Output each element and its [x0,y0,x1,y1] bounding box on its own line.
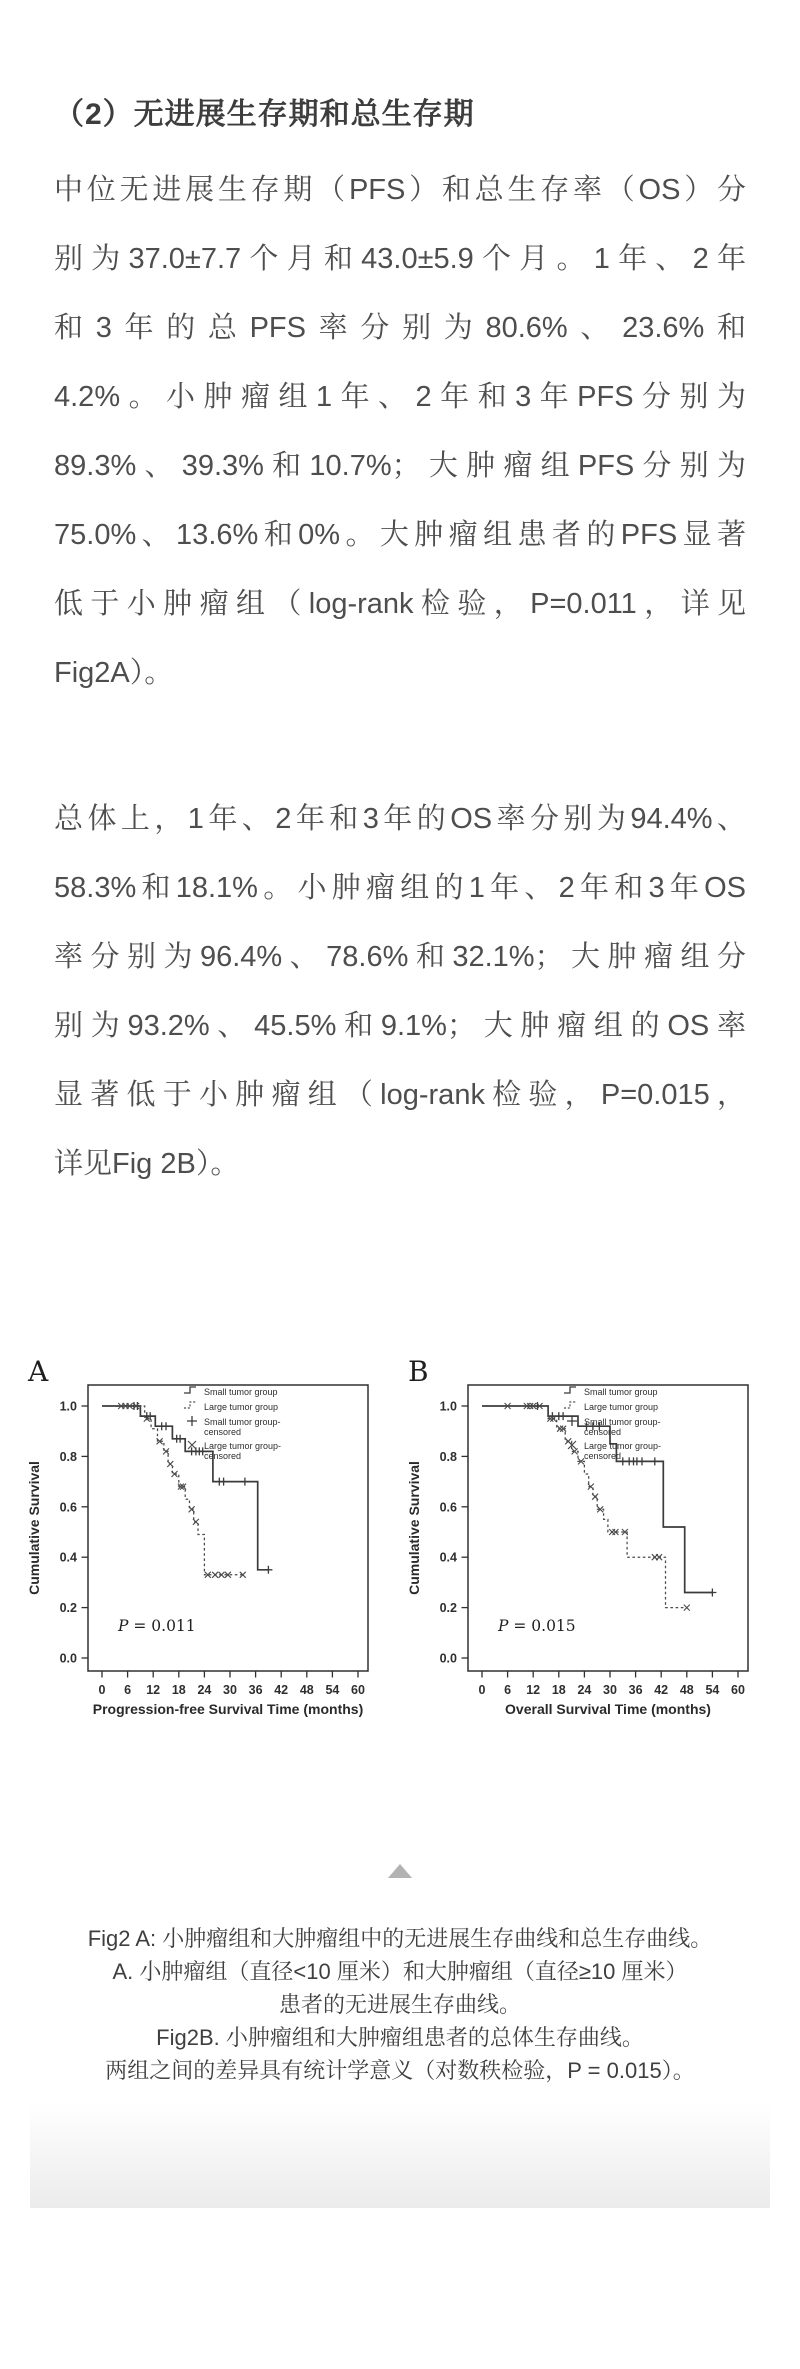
y-axis-title: Cumulative Survival [26,1461,42,1595]
legend-label: censored [204,1451,242,1461]
text-line: 显著低于小肿瘤组（log-rank检验，P=0.015， [54,1079,746,1111]
svg-text:0.2: 0.2 [59,1601,77,1616]
svg-text:60: 60 [351,1683,365,1697]
legend-label: Small tumor group- [584,1417,661,1427]
legend-label: Small tumor group [204,1387,278,1397]
legend-solid-step-icon [564,1387,576,1393]
text-line: 58.3%和18.1%。小肿瘤组的1年、2年和3年OS [54,872,746,904]
legend-label: censored [204,1427,242,1437]
svg-text:36: 36 [628,1683,643,1697]
paragraph-os [54,785,746,1199]
svg-text:48: 48 [679,1683,694,1697]
svg-text:42: 42 [654,1683,669,1697]
text-line: 率分别为96.4%、78.6%和32.1%；大肿瘤组分 [54,941,746,973]
text-line: 89.3%、39.3%和10.7%；大肿瘤组PFS分别为 [54,450,746,482]
text-line: 别为93.2%、45.5%和9.1%；大肿瘤组的OS率 [54,1010,746,1042]
text-line: Fig2A）。 [54,657,174,689]
caption-line: 两组之间的差异具有统计学意义（对数秩检验，P = 0.015）。 [105,2058,695,2083]
svg-text:12: 12 [526,1683,541,1697]
x-axis-title: Overall Survival Time (months) [505,1701,711,1717]
svg-text:0.6: 0.6 [439,1500,457,1515]
caption-line: A. 小肿瘤组（直径<10 厘米）和大肿瘤组（直径≥10 厘米） [112,1959,688,1984]
y-axis [60,1400,88,1666]
legend-label: Large tumor group- [204,1441,282,1451]
text-line: 4.2%。小肿瘤组1年、2年和3年PFS分别为 [54,381,746,413]
svg-text:0.2: 0.2 [439,1601,457,1616]
svg-text:24: 24 [197,1683,212,1697]
svg-text:0.4: 0.4 [439,1550,457,1565]
svg-text:12: 12 [146,1683,161,1697]
svg-text:1.0: 1.0 [59,1399,77,1414]
collapse-button[interactable] [387,1863,413,1878]
triangle-up-icon [388,1864,412,1878]
svg-text:18: 18 [551,1683,566,1697]
censored-marks-plus [130,1402,272,1574]
svg-text:42: 42 [274,1683,289,1697]
legend-label: censored [584,1451,622,1461]
text-line: 和3年的总PFS率分别为80.6%、23.6%和 [54,312,746,344]
svg-text:0: 0 [98,1683,106,1697]
text-line: 75.0%、13.6%和0%。大肿瘤组患者的PFS显著 [54,519,746,551]
svg-text:30: 30 [603,1683,617,1697]
svg-text:1.0: 1.0 [439,1399,457,1414]
next-section-shade [30,2103,770,2208]
legend-label: Large tumor group- [584,1441,662,1451]
paragraph-pfs [54,156,746,708]
svg-text:0.8: 0.8 [439,1449,457,1464]
text-line: 总体上，1年、2年和3年的OS率分别为94.4%、 [54,803,746,835]
figure-fig2 [0,1355,800,1723]
svg-text:54: 54 [705,1683,720,1697]
svg-text:0.0: 0.0 [439,1651,457,1666]
article-page [0,95,800,2208]
panel-letter: A [28,1355,49,1388]
legend-label: Small tumor group- [204,1417,281,1427]
legend-label: Small tumor group [584,1387,658,1397]
svg-text:0.0: 0.0 [59,1651,77,1666]
series-small-tumor-group [102,1406,268,1570]
text-line: 中位无进展生存期（PFS）和总生存率（OS）分 [54,174,746,206]
p-value-annotation: P = 0.011 [118,1617,196,1635]
svg-text:0.4: 0.4 [59,1550,77,1565]
svg-text:18: 18 [171,1683,186,1697]
text-line: 低于小肿瘤组（log-rank检验，P=0.011，详见 [54,588,746,620]
y-axis [440,1400,468,1666]
legend-dashed-step-icon [184,1402,196,1408]
legend-dashed-step-icon [564,1402,576,1408]
svg-text:24: 24 [577,1683,592,1697]
svg-text:0.6: 0.6 [59,1500,77,1515]
svg-text:6: 6 [504,1683,512,1697]
p-value-annotation: P = 0.015 [498,1617,576,1635]
svg-text:0.8: 0.8 [59,1449,77,1464]
y-axis-title: Cumulative Survival [406,1461,422,1595]
panel-letter: B [408,1355,429,1388]
legend-label: Large tumor group [584,1402,659,1412]
text-line: 详见Fig 2B）。 [54,1148,240,1180]
text-line: 别为37.0±7.7个月和43.0±5.9个月。1年、2年 [54,243,746,275]
svg-text:30: 30 [223,1683,237,1697]
km-plot-B [404,1355,776,1723]
km-chart-os [404,1355,776,1723]
svg-text:60: 60 [731,1683,745,1697]
legend-plus-icon [567,1416,577,1426]
caption-line: Fig2B. 小肿瘤组和大肿瘤组患者的总体生存曲线。 [156,2025,644,2050]
article-body [0,95,800,1199]
svg-text:36: 36 [248,1683,263,1697]
svg-text:6: 6 [124,1683,132,1697]
x-axis [479,1671,745,1697]
figure-caption [30,1922,770,2087]
km-plot-A [24,1355,396,1723]
legend-solid-step-icon [184,1387,196,1393]
x-axis [99,1671,365,1697]
svg-text:0: 0 [478,1683,486,1697]
legend-label: censored [584,1427,622,1437]
legend-label: Large tumor group [204,1402,279,1412]
svg-text:54: 54 [325,1683,340,1697]
legend-plus-icon [187,1416,197,1426]
caption-line: Fig2 A: 小肿瘤组和大肿瘤组中的无进展生存曲线和总生存曲线。 [87,1926,713,1951]
svg-text:48: 48 [299,1683,314,1697]
legend [184,1387,281,1461]
section-heading: （2）无进展生存期和总生存期 [54,98,475,131]
x-axis-title: Progression-free Survival Time (months) [92,1701,364,1717]
caption-line: 患者的无进展生存曲线。 [278,1992,521,2017]
km-chart-pfs [24,1355,396,1723]
